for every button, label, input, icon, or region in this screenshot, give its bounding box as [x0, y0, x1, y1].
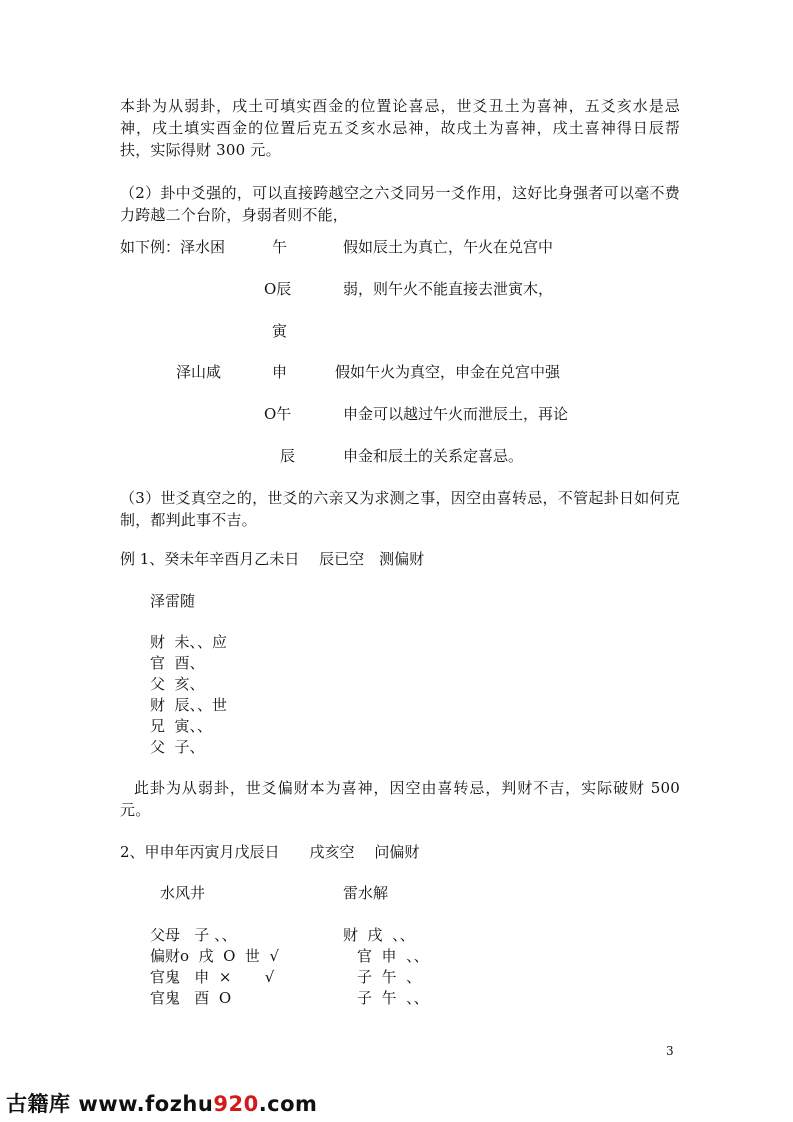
paragraph-1: 本卦为从弱卦，戌土可填实酉金的位置论喜忌，世爻丑土为喜神，五爻亥水是忌神，戌土填实酉金的位置后克五爻亥水忌神，故戌土为喜神，戌土喜神得日辰帮扶，实际得财 300 元。 — [120, 97, 680, 159]
yao-line: 官 酉、 — [150, 654, 205, 672]
yao-note: 假如午火为真空，申金在兑宫中强 — [335, 363, 561, 381]
yao-line: 财 戌 、、 — [343, 926, 415, 944]
yao-line: 财 辰、、世 — [150, 696, 228, 714]
site-url-prefix: www.fozhu — [78, 1092, 214, 1116]
yao-line: 官 申 、、 — [357, 947, 429, 965]
yao-line: 官鬼 酉 O — [150, 989, 232, 1007]
site-watermark — [6, 1088, 317, 1118]
yao-line: 父 子、 — [150, 738, 205, 756]
yao-line: O午 — [264, 405, 292, 423]
site-url-number: 920 — [213, 1092, 259, 1116]
example-intro: 如下例：泽水困 — [120, 238, 226, 256]
gua-name: 泽山咸 — [176, 363, 222, 381]
yao-note: 假如辰土为真亡，午火在兑宫中 — [343, 238, 554, 256]
yao-note: 申金和辰土的关系定喜忌。 — [343, 447, 524, 465]
yao-line: 子 午 、 — [357, 968, 422, 986]
paragraph-2: （2）卦中爻强的，可以直接跨越空之六爻同另一爻作用，这好比身强者可以毫不费力跨越二个台阶，身弱者则不能， — [120, 184, 680, 224]
yao-line: 午 — [272, 238, 288, 256]
gua-name-left: 水风井 — [160, 884, 206, 902]
yao-line: 申 — [272, 363, 288, 381]
case-header: 例 1、癸未年辛酉月乙未日 辰已空 测偏财 — [120, 550, 425, 568]
paragraph-3: （3）世爻真空之的，世爻的六亲又为求测之事，因空由喜转忌，不管起卦日如何克制，都判此事不吉。 — [120, 489, 680, 529]
case-conclusion: 此卦为从弱卦，世爻偏财本为喜神，因空由喜转忌，判财不吉，实际破财 500 元。 — [120, 779, 680, 819]
yao-note: 弱，则午火不能直接去泄寅木， — [343, 280, 554, 298]
gua-name-right: 雷水解 — [343, 884, 389, 902]
site-url-suffix: .com — [258, 1092, 318, 1116]
page-number: 3 — [666, 1044, 674, 1058]
site-name: 古籍库 — [6, 1092, 71, 1116]
yao-line: 父 亥、 — [150, 675, 205, 693]
gua-name: 泽雷随 — [150, 592, 196, 610]
yao-line: O辰 — [264, 280, 292, 298]
yao-line: 兄 寅、、 — [150, 717, 213, 735]
yao-line: 寅 — [272, 322, 288, 340]
yao-line: 父母 子 、、 — [150, 926, 237, 944]
case-header: 2、甲申年丙寅月戊辰日 戌亥空 问偏财 — [120, 843, 420, 861]
yao-line: 子 午 、、 — [357, 989, 429, 1007]
yao-line: 偏财o 戌 O 世 √ — [150, 947, 280, 965]
yao-line: 财 未、、应 — [150, 633, 228, 651]
yao-note: 申金可以越过午火而泄辰土，再论 — [343, 405, 569, 423]
yao-line: 官鬼 申 × √ — [150, 968, 275, 986]
yao-line: 辰 — [280, 447, 296, 465]
